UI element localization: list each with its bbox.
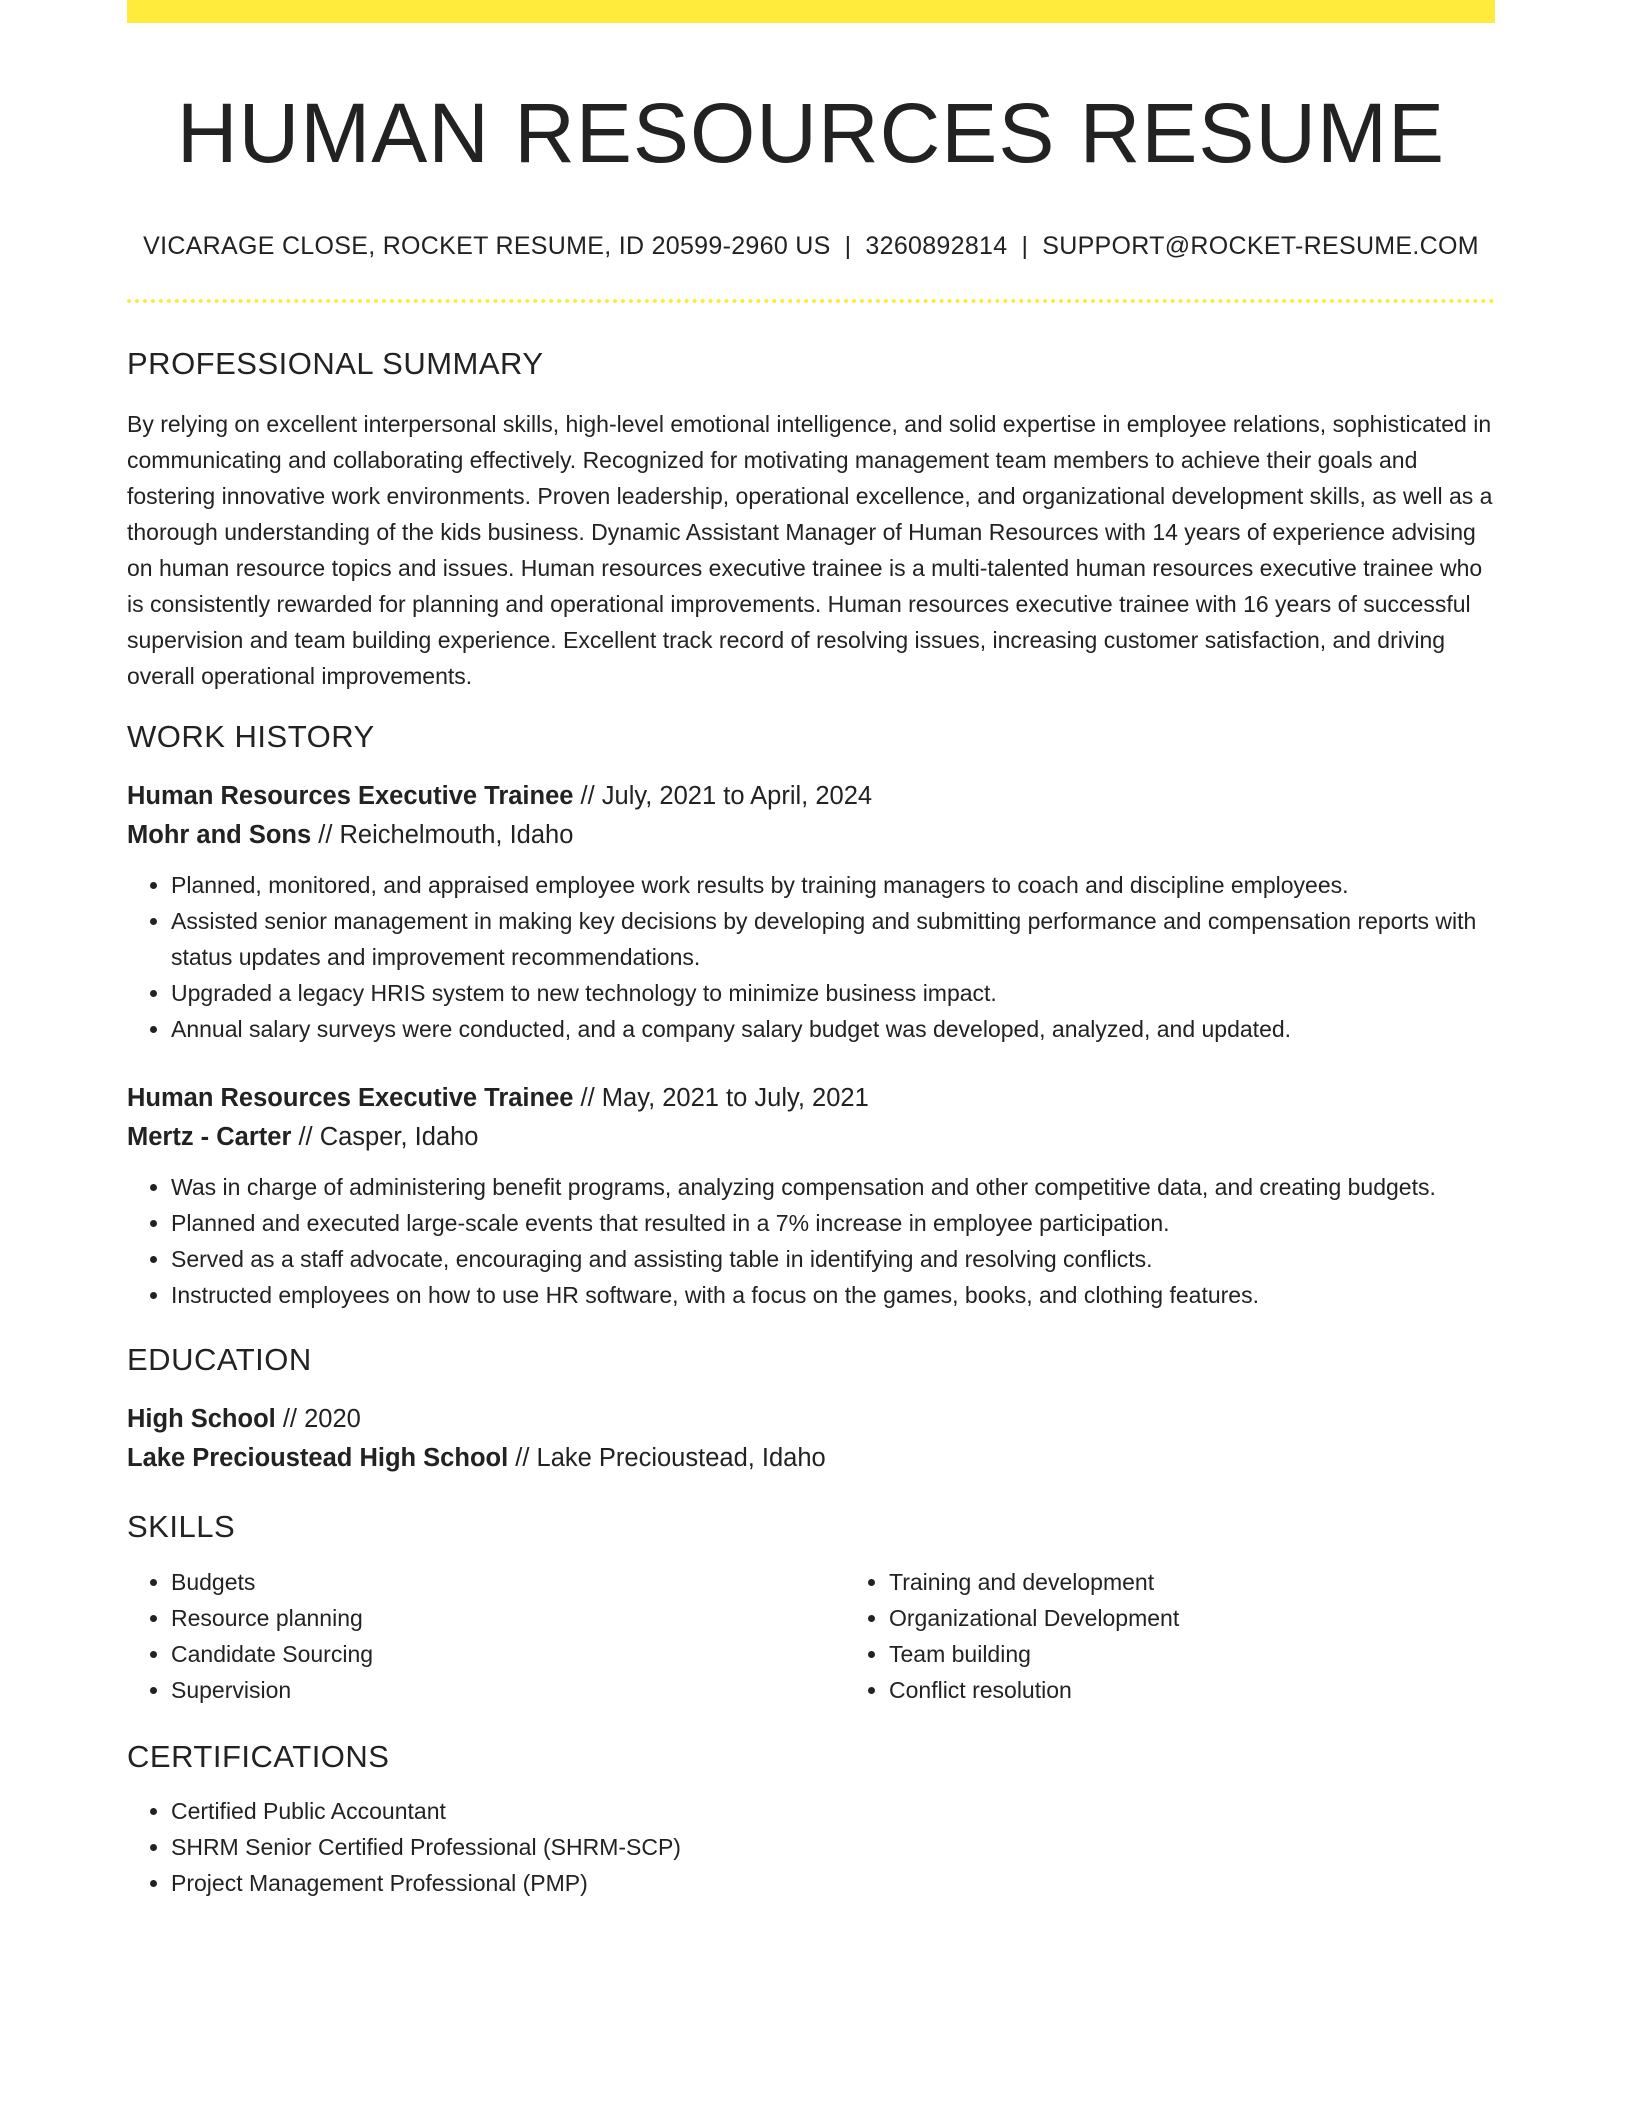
job-dates: // May, 2021 to July, 2021: [573, 1084, 869, 1113]
skill-item: • Organizational Development: [889, 1600, 1563, 1636]
skill-item: • Conflict resolution: [889, 1672, 1563, 1708]
resume-page: [127, 0, 1495, 1901]
job-bullet: • Instructed employees on how to use HR software, with a focus on the games, books, and clothing features.: [171, 1277, 1495, 1313]
contact-separator: |: [1021, 231, 1029, 260]
section-title-education: EDUCATION: [127, 1342, 312, 1378]
job-bullet: • Annual salary surveys were conducted, and a company salary budget was developed, analyzed, and updated.: [171, 1011, 1495, 1047]
contact-line: [127, 232, 1495, 261]
education-school-line: [127, 1439, 1495, 1478]
job-bullet: • Planned and executed large-scale events that resulted in a 7% increase in employee participation.: [171, 1205, 1495, 1241]
job-bullet: • Served as a staff advocate, encouraging and assisting table in identifying and resolving conflicts.: [171, 1241, 1495, 1277]
education-section: [127, 1341, 1495, 1478]
job-bullet: • Assisted senior management in making key decisions by developing and submitting performance and compensation reports with status updates and improvement recommendations.: [171, 903, 1495, 975]
contact-phone: 3260892814: [865, 231, 1008, 260]
skill-item: • Supervision: [171, 1672, 845, 1708]
education-degree: High School: [127, 1405, 276, 1434]
accent-top-bar: [127, 0, 1495, 23]
certifications-list: [127, 1793, 1495, 1901]
dotted-divider: [127, 299, 1495, 303]
education-entry: [127, 1400, 1495, 1478]
job-bullet: • Was in charge of administering benefit programs, analyzing compensation and other competitive data, and creating budgets.: [171, 1169, 1495, 1205]
education-school: Lake Precioustead High School: [127, 1444, 509, 1473]
work-history-section: [127, 718, 1495, 1313]
education-year: // 2020: [275, 1405, 361, 1434]
education-degree-line: [127, 1400, 1495, 1439]
skill-item: • Budgets: [171, 1564, 845, 1600]
job-company-line: [127, 816, 1495, 855]
contact-email: SUPPORT@ROCKET-RESUME.COM: [1042, 231, 1479, 260]
certification-item: • SHRM Senior Certified Professional (SHRM-SCP): [171, 1829, 1495, 1865]
skills-columns: [127, 1564, 1495, 1708]
job-company: Mohr and Sons: [127, 821, 312, 850]
skill-item: • Candidate Sourcing: [171, 1636, 845, 1672]
summary-section: [127, 345, 1495, 694]
section-title-work-history: WORK HISTORY: [127, 718, 375, 754]
skills-list-right: [845, 1564, 1563, 1708]
education-location: // Lake Precioustead, Idaho: [508, 1444, 826, 1473]
job-role: Human Resources Executive Trainee: [127, 1084, 574, 1113]
section-title-summary: PROFESSIONAL SUMMARY: [127, 345, 544, 381]
job-bullets: [127, 1169, 1495, 1313]
job-dates: // July, 2021 to April, 2024: [573, 782, 873, 811]
job-company-line: [127, 1118, 1495, 1157]
job-bullets: [127, 867, 1495, 1047]
skill-item: • Resource planning: [171, 1600, 845, 1636]
summary-text: By relying on excellent interpersonal skills, high-level emotional intelligence, and solid expertise in employee relations, sophisticated in communicating and collaborating effectively. Recognized for motivating management team members to achieve their goals and fostering innovative work environments. Proven leadership, operational excellence, and organizational development skills, as well as a thorough understanding of the kids business. Dynamic Assistant Manager of Human Resources with 14 years of experience advising on human resource topics and issues. Human resources executive trainee is a multi-talented human resources executive trainee who is consistently rewarded for planning and operational improvements. Human resources executive trainee with 16 years of successful supervision and team building experience. Excellent track record of resolving issues, increasing customer satisfaction, and driving overall operational improvements.: [127, 410, 1493, 689]
resume-title: HUMAN RESOURCES RESUME: [176, 86, 1446, 180]
certification-item: • Certified Public Accountant: [171, 1793, 1495, 1829]
certifications-section: [127, 1738, 1495, 1901]
job-company: Mertz - Carter: [127, 1123, 292, 1152]
section-title-certifications: CERTIFICATIONS: [127, 1738, 390, 1774]
job-role-line: [127, 1079, 1495, 1118]
skill-item: • Team building: [889, 1636, 1563, 1672]
skills-section: [127, 1508, 1495, 1707]
job-bullet: • Upgraded a legacy HRIS system to new technology to minimize business impact.: [171, 975, 1495, 1011]
job-location: // Casper, Idaho: [291, 1123, 479, 1152]
job-entry: [127, 1079, 1495, 1313]
certification-item: • Project Management Professional (PMP): [171, 1865, 1495, 1901]
section-title-skills: SKILLS: [127, 1509, 236, 1545]
skill-item: • Training and development: [889, 1564, 1563, 1600]
contact-separator: |: [844, 231, 852, 260]
job-role-line: [127, 777, 1495, 816]
contact-address: VICARAGE CLOSE, ROCKET RESUME, ID 20599-2960 US: [143, 231, 831, 260]
job-bullet: • Planned, monitored, and appraised employee work results by training managers to coach and discipline employees.: [171, 867, 1495, 903]
skills-list-left: [127, 1564, 845, 1708]
job-location: // Reichelmouth, Idaho: [311, 821, 574, 850]
job-role: Human Resources Executive Trainee: [127, 782, 574, 811]
job-entry: [127, 777, 1495, 1047]
